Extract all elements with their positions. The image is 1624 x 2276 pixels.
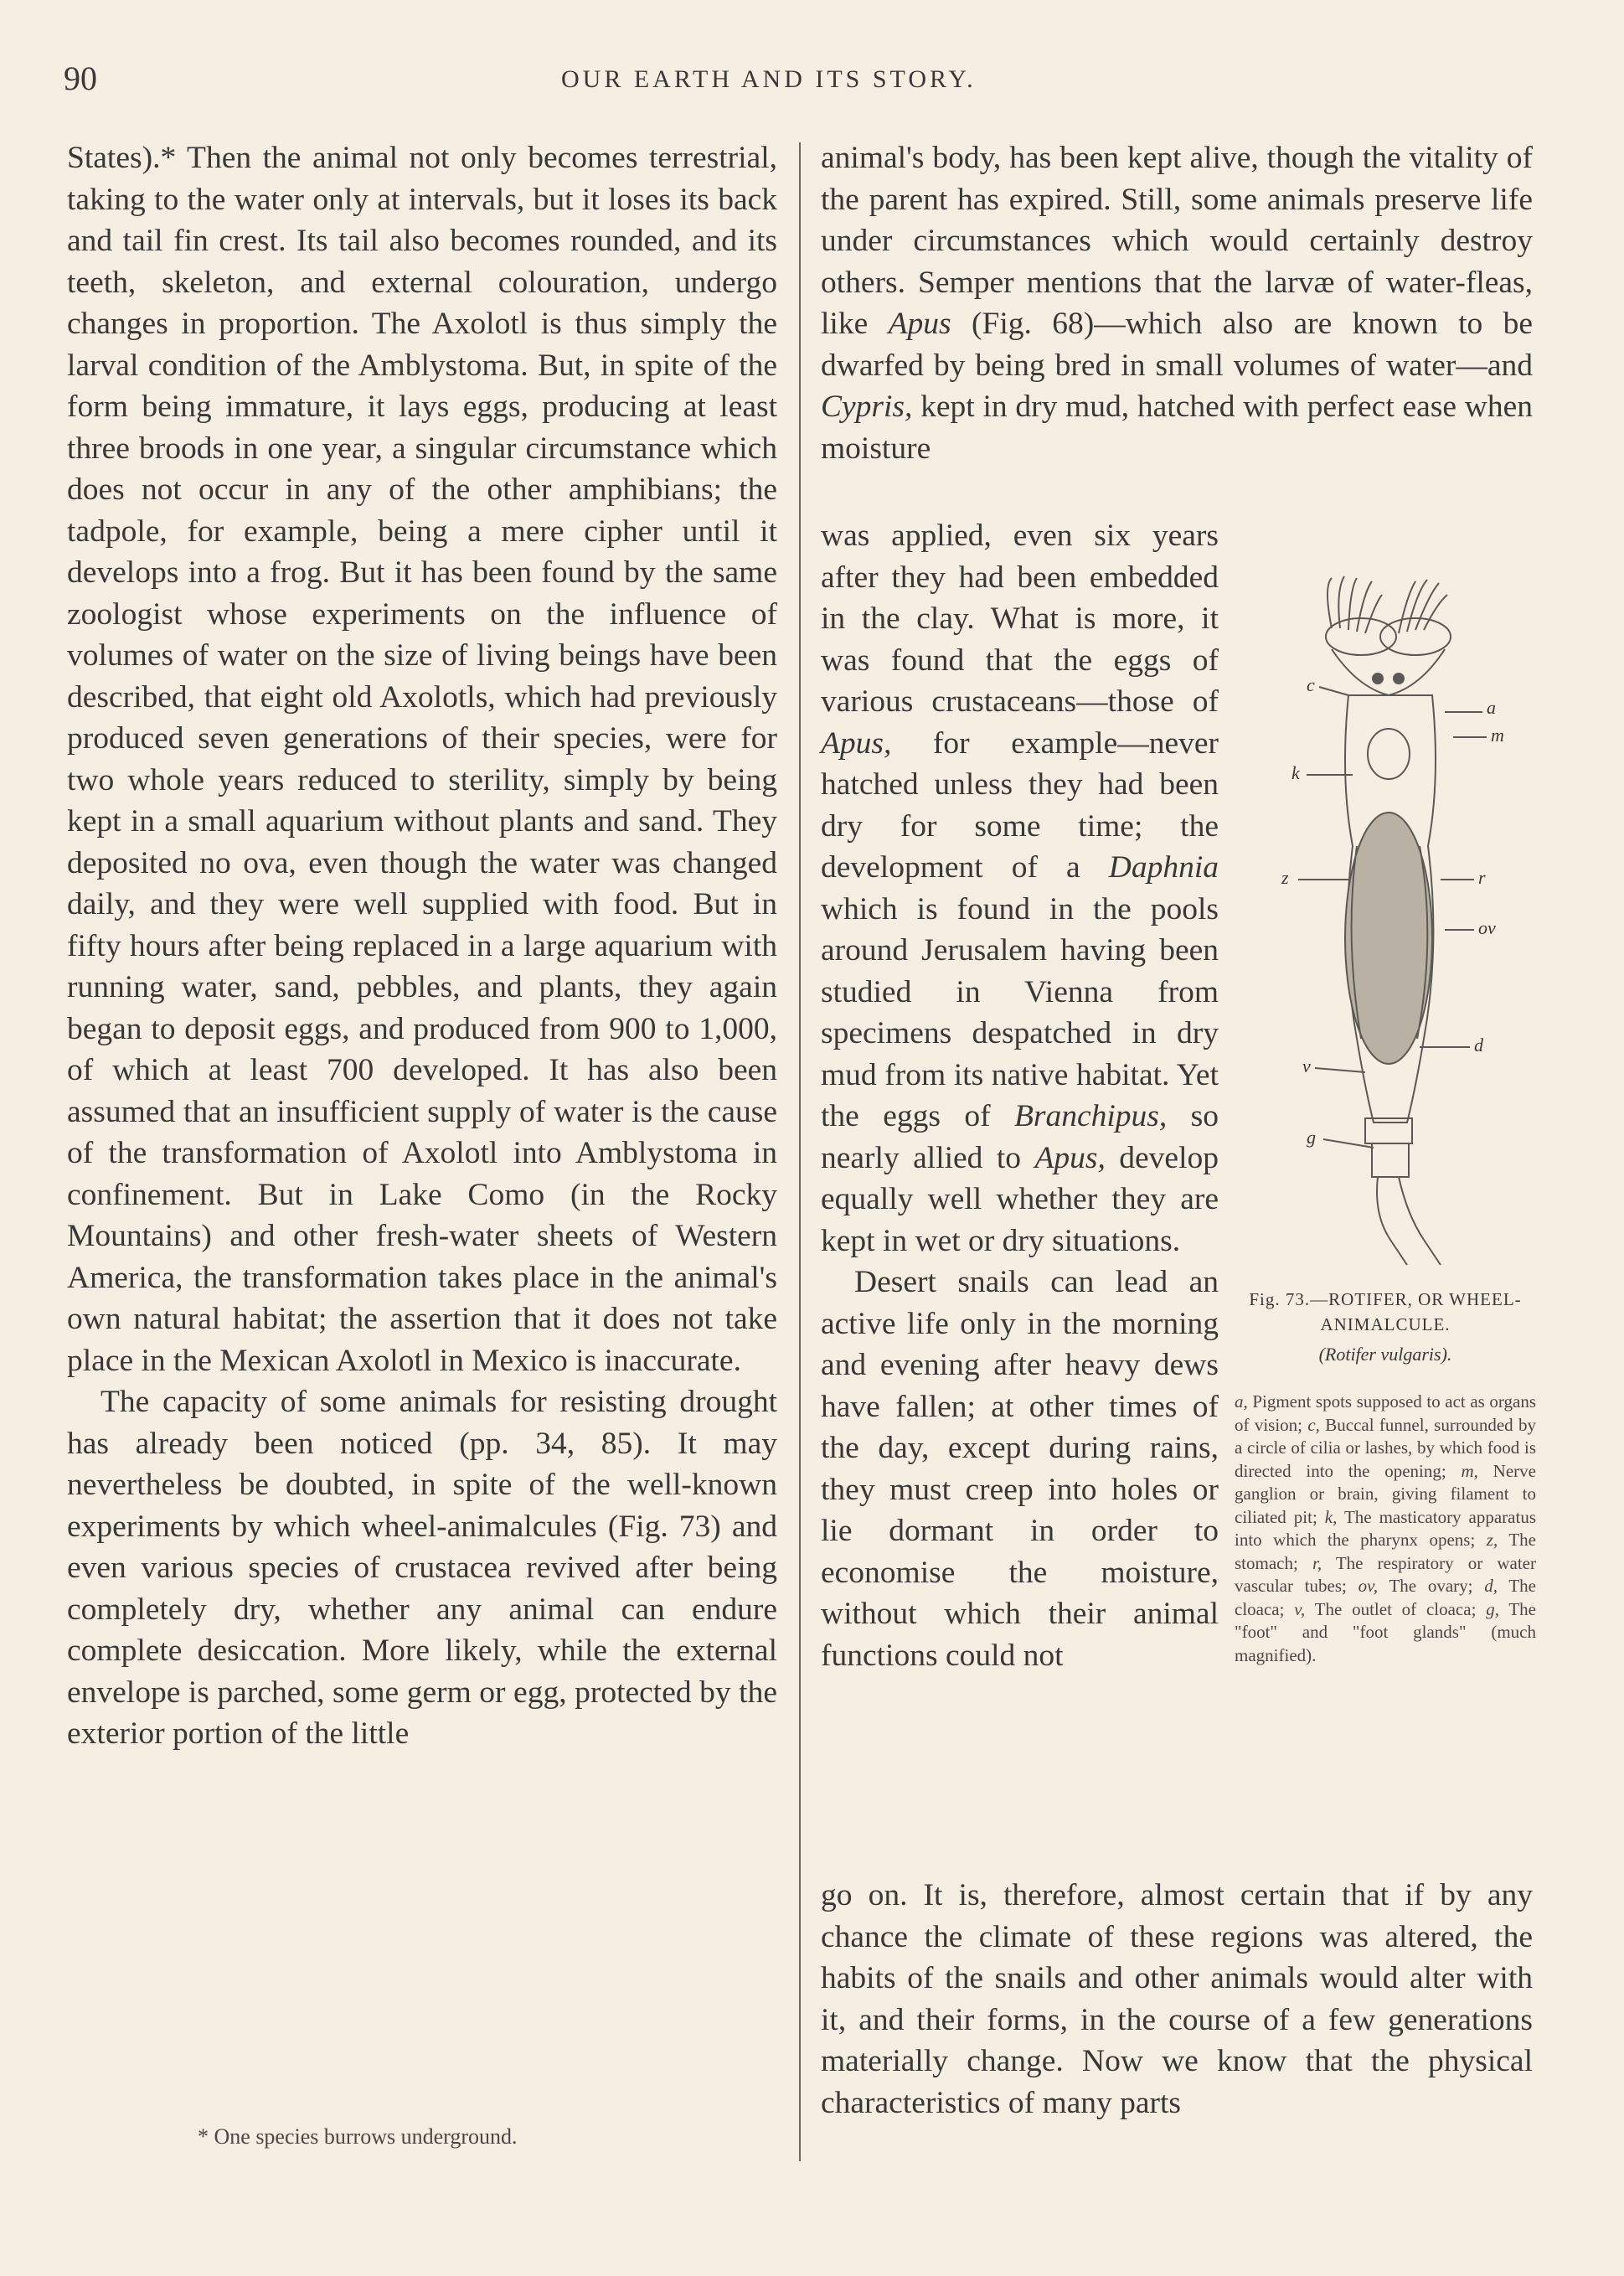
figure-caption-species: (Rotifer vulgaris).	[1318, 1344, 1452, 1365]
foot-upper	[1372, 1143, 1409, 1177]
column-rule-top	[799, 142, 801, 880]
label-r: r	[1478, 867, 1486, 888]
column-rule-bottom	[799, 880, 801, 2161]
rotifer-illustration	[1273, 570, 1524, 1282]
right-column-top	[821, 137, 1533, 469]
italic-daphnia: Daphnia	[1108, 850, 1219, 885]
left-paragraph-2: The capacity of some animals for resisting drought has already been noticed (pp. 34, 85). It may nevertheless be doubted, in spite of the well-known experiments by which wheel-animalcules (Fig. 73) and even various species of crustacea revived after being completely dry, whether any animal can endure complete desiccation. More likely, while the external envelope is parched, some germ or egg, protected by the exterior portion of the little	[67, 1385, 777, 1751]
right-paragraph-top: animal's body, has been kept alive, though the vitality of the parent has expired. Still, some animals preserve life under circumstances which would certainly destroy others. Semper mentions that the larvæ of water-fleas, like Apus (Fig. 68)—which also are known to be dwarfed by being bred in small volumes of water—and Cypris, kept in dry mud, hatched with perfect ease when moisture	[821, 141, 1533, 466]
italic-apus: Apus,	[821, 725, 892, 761]
page-header	[0, 59, 1624, 101]
right-column-narrow	[821, 515, 1219, 1676]
footnote: * One species burrows underground.	[198, 2124, 518, 2149]
head-outline	[1332, 649, 1445, 695]
page-number: 90	[64, 59, 97, 97]
eye-spot	[1373, 674, 1383, 684]
eye-spot	[1394, 674, 1404, 684]
figure-caption: Fig. 73.—ROTIFER, OR WHEEL-ANIMALCULE.	[1249, 1289, 1522, 1334]
left-column	[67, 137, 777, 1755]
right-column-bottom	[821, 1875, 1533, 2124]
italic-apus: Apus	[888, 307, 951, 341]
label-z: z	[1281, 867, 1289, 888]
left-lobe	[1326, 618, 1396, 655]
italic-cypris: Cypris,	[821, 390, 913, 424]
label-a: a	[1487, 697, 1496, 718]
narrow-paragraph-2: Desert snails can lead an active life only in the morning and evening after heavy dews have fallen; at other times of the day, except during rains, they must creep into holes or lie dormant in order to economise the moisture, without which their animal functions could not	[821, 1265, 1219, 1673]
label-m: m	[1491, 725, 1504, 746]
foot-toes	[1377, 1177, 1441, 1265]
figure-legend: a, Pigment spots supposed to act as organs of vision; c, Buccal funnel, surrounded by a circle of cilia or lashes, by which food is directed into the opening; m, Nerve ganglion or brain, giving filament to ciliated pit; k, The masticatory apparatus into which the pharynx opens; z, The stomach; r, The respiratory or water vascular tubes; ov, The ovary; d, The cloaca; v, The outlet of cloaca; g, The "foot" and "foot glands" (much magnified).	[1235, 1391, 1537, 1665]
narrow-paragraph-1: was applied, even six years after they had been embedded in the clay. What is more, it was found that the eggs of various crustaceans—those of Apus, for example—never hatched unless they had been dry for some time; the development of a Daphnia which is found in the pools around Jerusalem having been studied in Vienna from specimens despatched in dry mud from its native habitat. Yet the eggs of Branchipus, so nearly allied to Apus, develop equally well whether they are kept in wet or dry situations.	[821, 519, 1219, 1258]
mastax	[1368, 729, 1410, 779]
running-title: OUR EARTH AND ITS STORY.	[561, 65, 977, 93]
label-k: k	[1291, 762, 1300, 783]
rotifer-figure	[1240, 570, 1549, 1282]
right-lobe	[1380, 618, 1451, 655]
label-d: d	[1474, 1035, 1483, 1055]
italic-apus: Apus,	[1034, 1140, 1106, 1175]
label-ov: ov	[1478, 917, 1496, 938]
label-v: v	[1302, 1055, 1311, 1076]
right-paragraph-bottom: go on. It is, therefore, almost certain that if by any chance the climate of these regions was altered, the habits of the snails and other animals would alter with it, and their forms, in the course of a few generations materially change. Now we know that the physical characteristics of many parts	[821, 1878, 1533, 2120]
italic-branchipus: Branchipus,	[1013, 1099, 1168, 1133]
label-g: g	[1307, 1127, 1316, 1148]
label-c: c	[1307, 674, 1315, 695]
left-paragraph-1: States).* Then the animal not only becomes terrestrial, taking to the water only at intervals, but it loses its back and tail fin crest. Its tail also becomes rounded, and its teeth, skeleton, and external colouration, undergo changes in proportion. The Axolotl is thus simply the larval condition of the Amblystoma. But, in spite of the form being immature, it lays eggs, producing at least three broods in one year, a singular circumstance which does not occur in any of the other amphibians; the tadpole, for example, being a mere cipher until it develops into a frog. But it has been found by the same zoologist whose experiments on the influence of volumes of water on the size of living beings have been described, that eight old Axolotls, which had previously produced seven generations of their species, were for two whole years reduced to sterility, simply by being kept in a small aquarium without plants and sand. They deposited no ova, even though the water was changed daily, and they were well supplied with food. But in fifty hours after being replaced in a large aquarium with running water, sand, pebbles, and plants, they again began to deposit eggs, and produced from 900 to 1,000, of which at least 700 developed. It has also been assumed that an insufficient supply of water is the cause of the transformation of Axolotl into Amblystoma in confinement. But in Lake Como (in the Rocky Mountains) and other fresh-water sheets of Western America, the transformation takes place in the animal's own natural habitat; the assertion that it does not take place in the Mexican Axolotl in Mexico is inaccurate.	[67, 141, 777, 1378]
